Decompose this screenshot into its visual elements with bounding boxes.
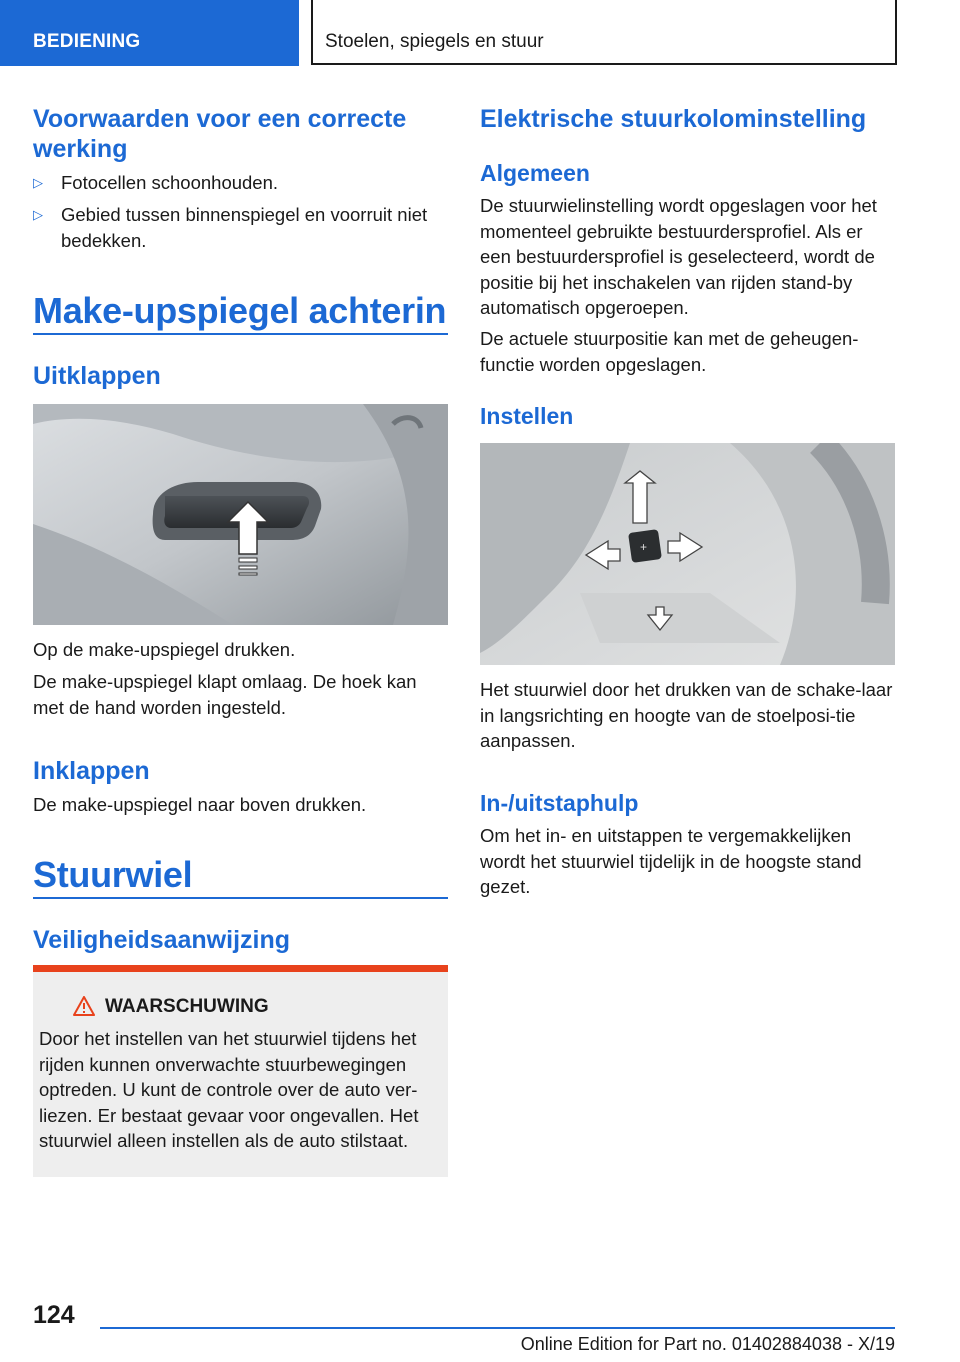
- heading-rule: [33, 333, 448, 335]
- chapter-tab: [311, 0, 897, 65]
- entry-text: Om het in- en uitstappen te vergemakkelijken wordt het stuurwiel tijdelijk in de hoogste stand gezet.: [480, 825, 862, 897]
- heading-rule: [33, 897, 448, 899]
- triangle-bullet-icon: ▷: [33, 175, 43, 190]
- edition-note: Online Edition for Part no. 01402884038 - X/19: [520, 1334, 895, 1354]
- general-text-1: De stuurwielinstelling wordt opgeslagen voor het momenteel gebruikte bestuurdersprofiel. Als er een bestuurdersprofiel is geselecteerd, wordt de positie bij het inschakelen van rijden stand-by automatisch opgeroepen.: [480, 195, 877, 318]
- fold-text: De make-upspiegel naar boven drukken.: [33, 794, 367, 815]
- footer-rule: [100, 1327, 895, 1329]
- general-text-2: De actuele stuurpositie kan met de geheugen-functie worden opgeslagen.: [480, 328, 859, 375]
- bullet-item: [33, 170, 448, 196]
- mirror-heading: Make-upspiegel achterin: [33, 290, 447, 331]
- vanity-mirror-photo: [33, 404, 448, 625]
- bullet-text: Gebied tussen binnenspiegel en voorruit niet bedekken.: [61, 204, 428, 251]
- steering-switch-photo: [480, 443, 895, 665]
- warning-text: Door het instellen van het stuurwiel tijdens het rijden kunnen onverwachte stuurbewegingen optreden. U kunt de controle over de auto ver-liezen. Er bestaat gevaar voor ongevallen. Het stuurwiel alleen instellen als de auto stilstaat.: [39, 1028, 419, 1151]
- page-number: 124: [33, 1301, 75, 1329]
- section-label: BEDIENING: [33, 31, 141, 52]
- adjust-text: Het stuurwiel door het drukken van de schake-laar in langsrichting en hoogte van de stoelposi-tie aanpassen.: [480, 679, 893, 751]
- column-heading: Elektrische stuurkolominstelling: [480, 105, 867, 133]
- section-tab: [0, 0, 299, 66]
- warning-box: [33, 965, 448, 1177]
- fold-heading: Inklappen: [33, 757, 150, 785]
- bullet-item: [33, 202, 448, 254]
- svg-text:+: +: [640, 540, 648, 554]
- safety-heading: Veiligheidsaanwijzing: [33, 926, 291, 954]
- triangle-bullet-icon: ▷: [33, 207, 43, 222]
- general-heading: Algemeen: [480, 160, 590, 186]
- unfold-heading: Uitklappen: [33, 362, 161, 390]
- chapter-label: Stoelen, spiegels en stuur: [325, 31, 544, 52]
- prereq-heading: Voorwaarden voor een correcte werking: [33, 105, 407, 163]
- warning-label: WAARSCHUWING: [105, 996, 269, 1017]
- warning-triangle-icon: [73, 996, 95, 1016]
- unfold-text-1: Op de make-upspiegel drukken.: [33, 639, 296, 660]
- entry-heading: In-/uitstaphulp: [480, 790, 639, 816]
- bullet-text: Fotocellen schoonhouden.: [61, 172, 279, 193]
- adjust-heading: Instellen: [480, 403, 574, 429]
- wheel-heading: Stuurwiel: [33, 854, 193, 895]
- unfold-text-2: De make-upspiegel klapt omlaag. De hoek kan met de hand worden ingesteld.: [33, 671, 417, 718]
